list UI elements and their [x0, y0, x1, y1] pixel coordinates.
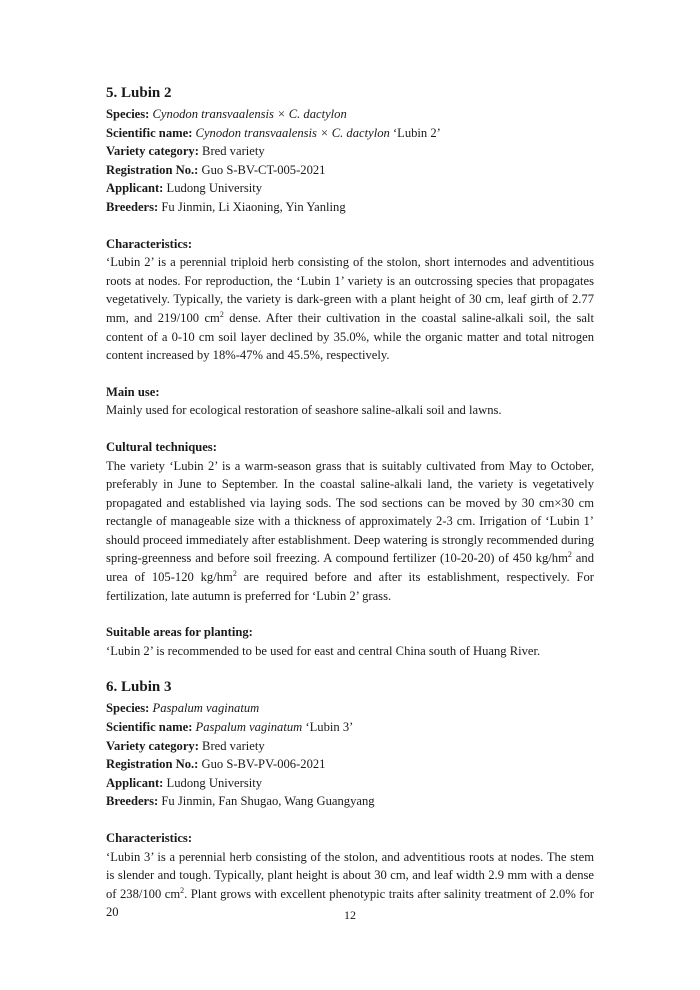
characteristics-title: Characteristics: — [106, 236, 193, 251]
section-lubin-3 — [106, 678, 594, 922]
main-use-paragraph: Mainly used for ecological restoration of seashore saline-alkali soil and lawns. — [106, 403, 502, 418]
registration-line — [106, 161, 594, 180]
scientific-name-italic: Cynodon transvaalensis × C. dactylon — [195, 125, 390, 140]
cultural-text-cont: and urea of 105-120 kg/hm — [106, 551, 594, 585]
breeders-label: Breeders: — [106, 794, 159, 809]
applicant-line — [106, 774, 594, 793]
species-line — [106, 699, 594, 718]
superscript: 2 — [180, 885, 185, 895]
scientific-name-cultivar: ‘Lubin 3’ — [302, 720, 354, 735]
registration-label: Registration No.: — [106, 162, 199, 177]
superscript: 2 — [219, 309, 224, 319]
species-label: Species: — [106, 701, 150, 716]
characteristics-text: ‘Lubin 2’ is a perennial triploid herb consisting of the stolon, short internodes and adventitious roots at nodes. For reproduction, the ‘Lubin 1’ variety is an outcrossing species that propagates vegetatively. Typically, the variety is dark-green with a plant height of 30 cm, leaf girth of 2.77 mm, and 219/100 cm — [106, 255, 594, 325]
applicant-label: Applicant: — [106, 775, 164, 790]
applicant-value: Ludong University — [163, 775, 263, 790]
superscript: 2 — [567, 550, 572, 560]
breeders-label: Breeders: — [106, 199, 159, 214]
breeders-line — [106, 792, 594, 811]
registration-line — [106, 755, 594, 774]
section-heading: 5. Lubin 2 — [106, 85, 172, 101]
species-value: Cynodon transvaalensis × C. dactylon — [152, 107, 347, 121]
cultural-techniques-paragraph — [106, 457, 594, 606]
variety-category-label: Variety category: — [106, 738, 199, 753]
scientific-name-line — [106, 718, 594, 737]
main-use-title: Main use: — [106, 384, 160, 399]
scientific-name-line — [106, 124, 594, 143]
breeders-value: Fu Jinmin, Fan Shugao, Wang Guangyang — [158, 794, 375, 809]
section-heading: 6. Lubin 3 — [106, 679, 172, 696]
variety-category-line — [106, 142, 594, 161]
registration-value: Guo S-BV-CT-005-2021 — [198, 162, 326, 177]
characteristics-text-cont: dense. After their cultivation in the coastal saline-alkali soil, the salt content of a 0-10 cm soil layer declined by 35.0%, while the organic matter and total nitrogen content increased by 18%-47% and 45.5%, respectively. — [106, 310, 594, 363]
species-line — [106, 105, 594, 124]
variety-category-label: Variety category: — [106, 144, 199, 159]
variety-category-value: Bred variety — [198, 144, 265, 159]
cultural-text: The variety ‘Lubin 2’ is a warm-season grass that is suitably cultivated from May to October, preferably in June to September. In the coastal saline-alkali land, the variety is vegetatively propagated and established via laying sods. The sod sections can be moved by 30 cm×30 cm rectangle of manageable size with a thickness of approximately 2-3 cm. Irrigation of ‘Lubin 1’ should proceed immediately after establishment. Deep watering is strongly recommended during spring-greenness and before soil freezing. A compound fertilizer (10-20-20) of 450 kg/hm — [106, 458, 594, 566]
scientific-name-label: Scientific name: — [106, 720, 193, 735]
characteristics-title: Characteristics: — [106, 831, 193, 845]
cultural-techniques-title: Cultural techniques: — [106, 439, 217, 454]
section-lubin-2 — [106, 84, 594, 660]
scientific-name-cultivar: ‘Lubin 2’ — [389, 125, 441, 140]
scientific-name-label: Scientific name: — [106, 125, 193, 140]
registration-value: Guo S-BV-PV-006-2021 — [198, 757, 326, 772]
variety-category-line — [106, 737, 594, 756]
suitable-areas-paragraph: ‘Lubin 2’ is recommended to be used for east and central China south of Huang River. — [106, 643, 541, 658]
scientific-name-italic: Paspalum vaginatum — [195, 720, 303, 735]
breeders-value: Fu Jinmin, Li Xiaoning, Yin Yanling — [158, 199, 346, 214]
applicant-label: Applicant: — [106, 181, 164, 196]
breeders-line — [106, 198, 594, 217]
registration-label: Registration No.: — [106, 757, 199, 772]
species-label: Species: — [106, 107, 150, 121]
applicant-line — [106, 179, 594, 198]
variety-category-value: Bred variety — [198, 738, 265, 753]
superscript: 2 — [232, 569, 237, 579]
characteristics-text-cont: . Plant grows with excellent phenotypic traits after salinity treatment of 2.0% for 20 — [106, 886, 594, 920]
characteristics-text: ‘Lubin 3’ is a perennial herb consisting of the stolon, and adventitious roots at nodes. The stem is slender and tough. Typically, plant height is about 30 cm, and leaf width 2.9 mm with a dense of 238/100 cm — [106, 849, 594, 901]
applicant-value: Ludong University — [163, 181, 263, 196]
species-value: Paspalum vaginatum — [152, 701, 260, 716]
page-number: 12 — [344, 908, 356, 922]
characteristics-paragraph — [106, 253, 594, 365]
suitable-areas-title: Suitable areas for planting: — [106, 625, 253, 640]
cultural-text-end: are required before and after its establishment, respectively. For fertilization, late autumn is preferred for ‘Lubin 2’ grass. — [106, 570, 594, 603]
